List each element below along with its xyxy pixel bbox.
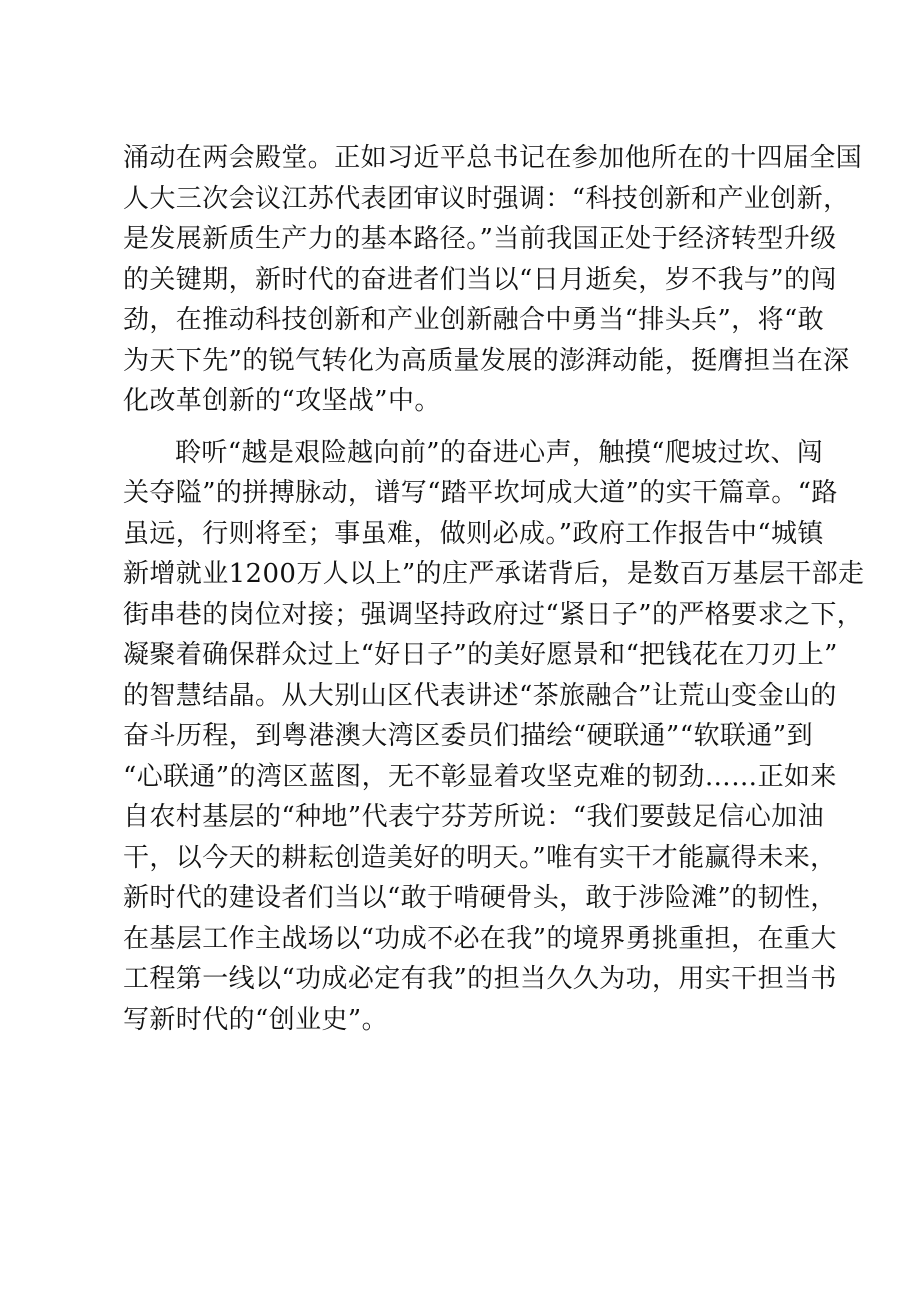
paragraph-line: 新增就业1200万人以上”的庄严承诺背后，是数百万基层干部走 [123, 559, 865, 589]
paragraph-line: 是发展新质生产力的基本路径。”当前我国正处于经济转型升级 [123, 224, 837, 254]
paragraph-line: 在基层工作主战场以“功成不必在我”的境界勇挑重担，在重大 [123, 923, 837, 954]
paragraph-1 [123, 138, 863, 422]
paragraph-line: 写新时代的“创业史”。 [123, 1004, 388, 1035]
paragraph-line: 工程第一线以“功成必定有我”的担当久久为功，用实干担当书 [123, 964, 837, 994]
paragraph-2 [123, 433, 865, 1041]
paragraph-line: 聆听“越是艰险越向前”的奋进心声，触摸“爬坡过坎、闯 [175, 437, 824, 468]
paragraph-line: 涌动在两会殿堂。正如习近平总书记在参加他所在的十四届全国 [123, 143, 863, 173]
paragraph-gap [123, 422, 813, 433]
paragraph-line: 凝聚着确保群众过上“好日子”的美好愿景和“把钱花在刀刃上” [123, 640, 838, 670]
paragraph-line: 的智慧结晶。从大别山区代表讲述“茶旅融合”让荒山变金山的 [123, 680, 837, 711]
paragraph-line: 奋斗历程，到粤港澳大湾区委员们描绘“硬联通”“软联通”到 [123, 721, 813, 751]
paragraph-line: 自农村基层的“种地”代表宁芬芳所说：“我们要鼓足信心加油 [123, 802, 825, 832]
paragraph-line: 化改革创新的“攻坚战”中。 [123, 386, 441, 416]
paragraph-line: 街串巷的岗位对接；强调坚持政府过“紧日子”的严格要求之下， [123, 599, 864, 630]
paragraph-line: 关夺隘”的拼搏脉动，谱写“踏平坎坷成大道”的实干篇章。“路 [123, 478, 838, 508]
paragraph-line: 新时代的建设者们当以“敢于啃硬骨头，敢于涉险滩”的韧性， [123, 883, 837, 913]
paragraph-line: 为天下先”的锐气转化为高质量发展的澎湃动能，挺膺担当在深 [123, 345, 850, 376]
paragraph-line: “心联通”的湾区蓝图，无不彰显着攻坚克难的韧劲……正如来 [123, 761, 837, 792]
paragraph-line: 干，以今天的耕耘创造美好的明天。”唯有实干才能赢得未来， [123, 842, 837, 873]
paragraph-line: 虽远，行则将至；事虽难，做则必成。”政府工作报告中“城镇 [123, 518, 824, 549]
document-body [123, 138, 865, 1040]
paragraph-line: 的关键期，新时代的奋进者们当以“日月逝矣，岁不我与”的闯 [123, 264, 837, 295]
paragraph-line: 人大三次会议江苏代表团审议时强调：“科技创新和产业创新， [123, 183, 850, 214]
paragraph-line: 劲，在推动科技创新和产业创新融合中勇当“排头兵”，将“敢 [123, 305, 825, 335]
